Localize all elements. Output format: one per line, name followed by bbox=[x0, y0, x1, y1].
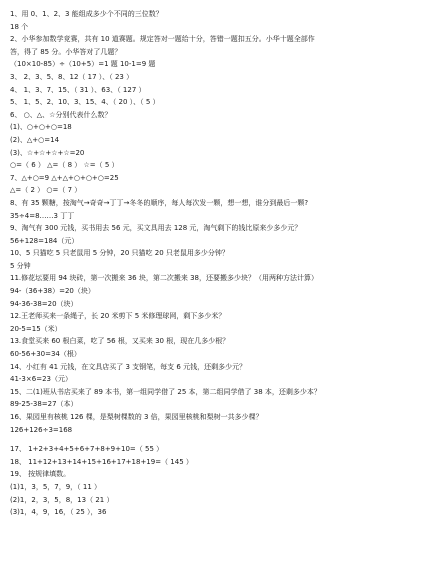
text-line: 17、 1+2+3+4+5+6+7+8+9+10=（ 55 ） bbox=[10, 445, 164, 454]
text-line: 89-25-38=27（本） bbox=[10, 400, 78, 409]
text-line: (1)1，3，5，7，9，（ 11 ） bbox=[10, 482, 102, 491]
text-line: 41-3×6=23（元） bbox=[10, 375, 72, 384]
text-line: 1、用 0、1、2、3 能组成多少个不同的三位数？ bbox=[10, 10, 163, 18]
text-line: (2)、△+○=14 bbox=[10, 135, 60, 144]
text-line: 56+128=184（元） bbox=[10, 236, 79, 245]
text-line: ○=（ 6 ） △=（ 8 ） ☆=（ 5 ） bbox=[10, 161, 119, 170]
text-line: 12.王老师买来一条绳子，长 20 米剪下 5 米修理球网，剩下多少米？ bbox=[10, 312, 226, 321]
text-line: 13.食堂买来 60 根白菜，吃了 56 根，又买来 30 根，现在几多少根？ bbox=[10, 337, 230, 346]
text-line: 18、 11+12+13+14+15+16+17+18+19=（ 145 ） bbox=[10, 457, 193, 466]
text-line: 14、小红有 41 元钱，在文具店买了 3 支钢笔，每支 6 元钱，还剩多少元？ bbox=[10, 362, 247, 371]
blank-line bbox=[10, 436, 437, 443]
text-line: 8、有 35 颗糖，按淘气→奇奇→丁丁→冬冬的顺序，每人每次发一颗，想一想，谁分到最后一颗? bbox=[10, 198, 309, 207]
text-line: 94-36-38=20（块） bbox=[10, 299, 78, 308]
text-line: 10、5 只猫吃 5 只老鼠用 5 分钟，20 只猫吃 20 只老鼠用多少分钟？ bbox=[10, 249, 229, 258]
text-line: 16、果园里有核桃 126 棵，是梨树棵数的 3 倍，果园里核桃和梨树一共多少棵？ bbox=[10, 413, 263, 421]
text-line: 94-（36+38）=20（块） bbox=[10, 287, 95, 296]
text-line: 6、 ○、△、☆分别代表什么数？ bbox=[10, 110, 112, 119]
text-line: △=（ 2 ） ○=（ 7 ） bbox=[10, 186, 82, 195]
text-line: 18 个 bbox=[10, 22, 29, 31]
text-line: 60-56+30=34（根） bbox=[10, 350, 81, 359]
text-line: (2)1，2，3，5，8，13（ 21 ） bbox=[10, 495, 114, 504]
text-line: 7、△+○=9 △+△+○+○+○=25 bbox=[10, 173, 119, 182]
text-line: (1)、○+○+○=18 bbox=[10, 123, 72, 132]
text-line: 5 分钟 bbox=[10, 261, 31, 270]
text-line: 答，得了 85 分。小华答对了几题？ bbox=[10, 47, 122, 56]
text-line: 15、二(1)班从书店买来了 89 本书，第一组同学借了 25 本，第二组同学借了 38 本，还剩多少本？ bbox=[10, 387, 321, 396]
text-line: 5、 1、5、2、10、3、15、4、（ 20 ）、（ 5 ） bbox=[10, 98, 160, 107]
text-line: 19、 按规律填数。 bbox=[10, 470, 71, 479]
text-line: 35÷4=8……3 丁丁 bbox=[10, 211, 75, 220]
text-line: 126+126÷3=168 bbox=[10, 425, 73, 434]
text-line: 3、 2、3、5、8、12（ 17 ）、（ 23 ） bbox=[10, 72, 134, 81]
text-line: 4、 1、3、7、15、（ 31 ）、63、（ 127 ） bbox=[10, 85, 146, 94]
text-line: （10×10-85）÷（10+5）=1 题 10-1=9 题 bbox=[10, 60, 156, 69]
text-line: (3)、☆+☆+☆+☆=20 bbox=[10, 148, 85, 157]
text-line: 11.修花坛要用 94 块砖，第一次搬来 36 块，第二次搬来 38，还要搬多少块？（用两种方法计算） bbox=[10, 274, 318, 283]
text-line: 20-5=15（米） bbox=[10, 324, 62, 333]
text-line: (3)1，4，9，16，（ 25 ），36 bbox=[10, 508, 107, 517]
text-line: 2、小华参加数学竞赛，共有 10 道赛题。规定答对一题给十分，答错一题扣五分。小华十题全部作 bbox=[10, 35, 315, 44]
text-line: 9、淘气有 300 元钱，买书用去 56 元，买文具用去 128 元，淘气剩下的钱比原来少多少元？ bbox=[10, 224, 302, 233]
